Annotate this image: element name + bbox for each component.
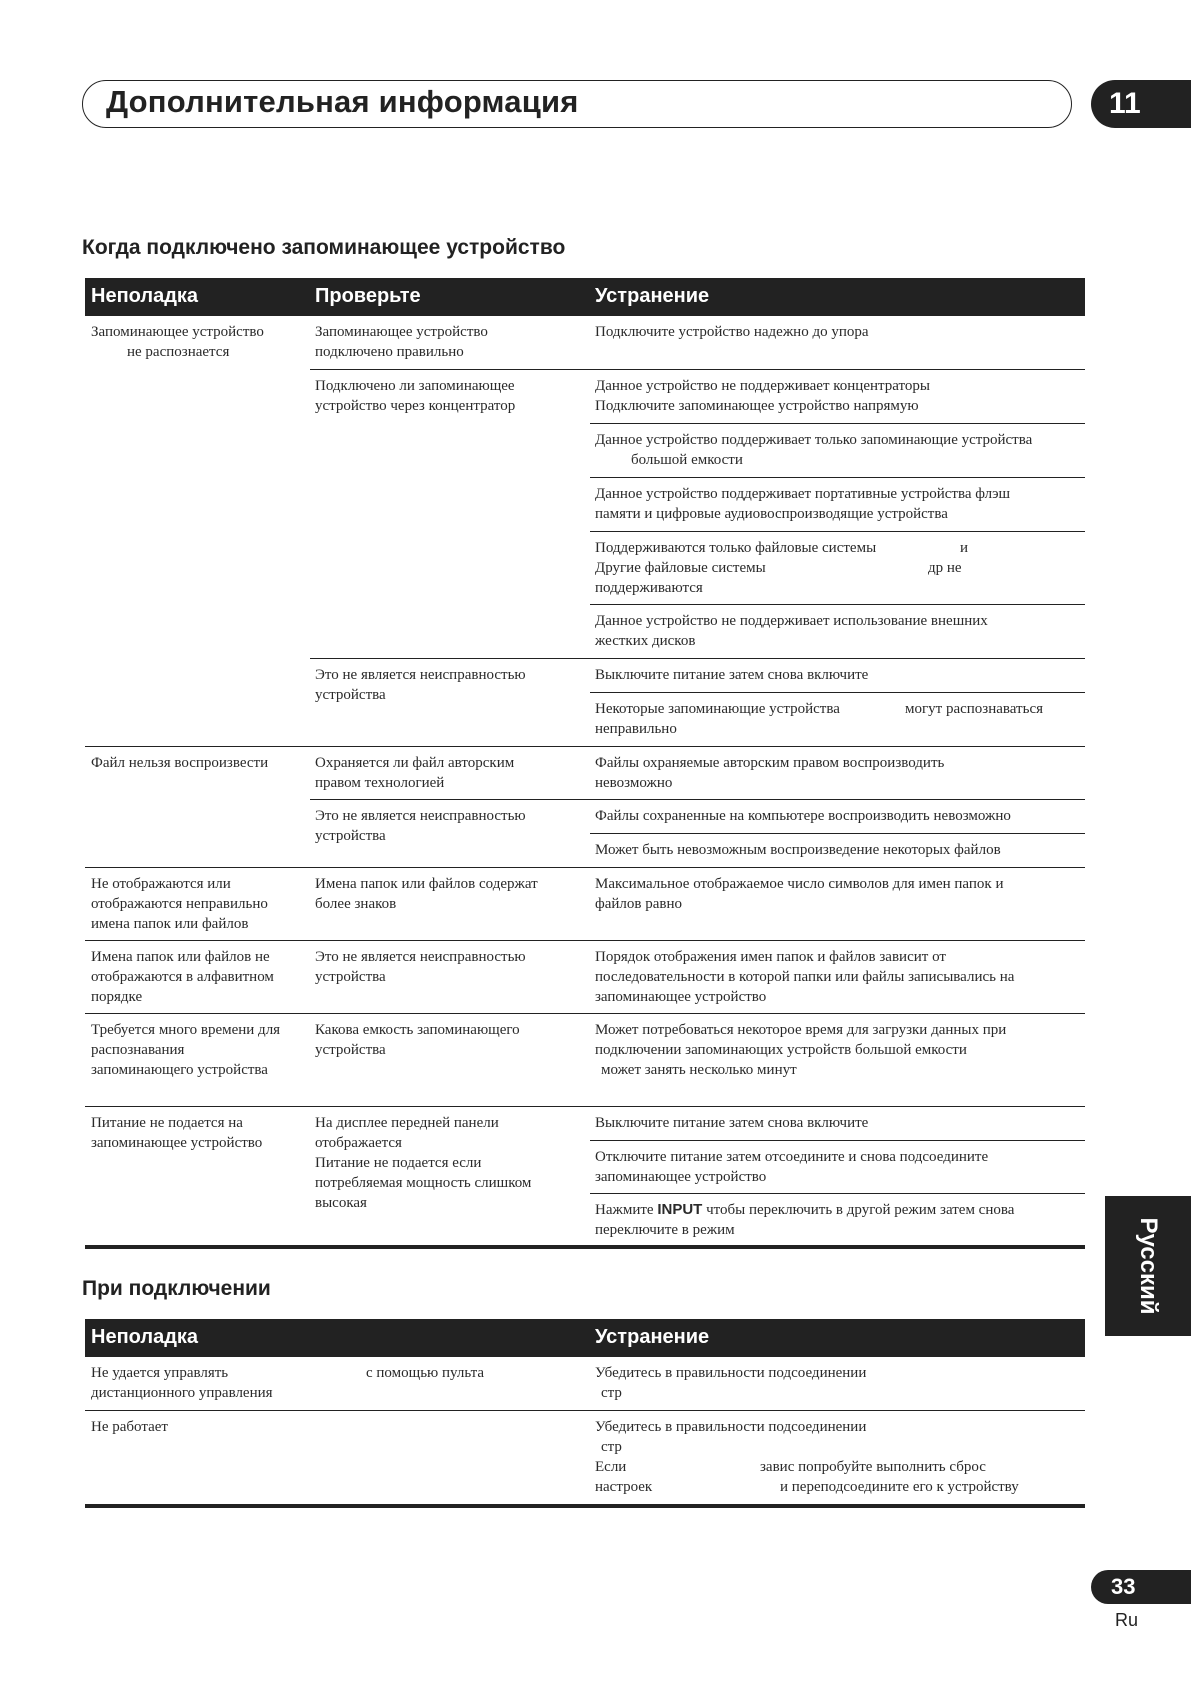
check-cell: Это не является неисправностью устройства [315, 808, 526, 844]
check-cell: Какова емкость запоминающего устройства [315, 1022, 520, 1058]
solution-cell: Максимальное отображаемое число символов для имен папок и файлов равно [595, 876, 1004, 912]
solution-cell: Порядок отображения имен папок и файлов зависит от последовательности в которой папки или файлы записывались на запоминающее устройство [595, 949, 1015, 1005]
problem-cell: Не отображаются или отображаются неправильно имена папок или файлов [91, 876, 268, 932]
problem-cell: Питание не подается на запоминающее устройство [91, 1115, 263, 1151]
problem-cell: Не удается управлять с помощью пульта дистанционного управления [91, 1365, 485, 1401]
row-divider [590, 531, 1085, 532]
row-divider [590, 833, 1085, 834]
table-header-connection [85, 1319, 1085, 1357]
solution-cell: Выключите питание затем снова включите [595, 667, 869, 683]
language-side-tab: Русский [1105, 1196, 1191, 1336]
col-solution: Устранение [595, 1326, 710, 1348]
solution-cell: Данное устройство не поддерживает концентраторы Подключите запоминающее устройство напрямую [595, 378, 930, 414]
solution-cell: Убедитесь в правильности подсоединении стр Если завис попробуйте выполнить сброс настроек и переподсоедините его к устройству [595, 1419, 1019, 1495]
check-cell: Имена папок или файлов содержат более знаков [315, 876, 538, 912]
check-cell: Запоминающее устройство подключено правильно [315, 324, 488, 360]
solution-cell: Поддерживаются только файловые системы и Другие файловые системы др не поддерживаются [595, 540, 969, 596]
solution-cell: Файлы сохраненные на компьютере воспроизводить невозможно [595, 808, 1011, 824]
check-cell: Это не является неисправностью устройства [315, 949, 526, 985]
row-divider [590, 423, 1085, 424]
solution-cell: Файлы охраняемые авторским правом воспроизводить невозможно [595, 755, 945, 791]
table-header-storage [85, 278, 1085, 316]
solution-cell: Выключите питание затем снова включите [595, 1115, 869, 1131]
solution-cell: Подключите устройство надежно до упора [595, 324, 869, 340]
group-divider [85, 1013, 1085, 1014]
row-divider [590, 477, 1085, 478]
group-divider [85, 940, 1085, 941]
row-divider [590, 1193, 1085, 1194]
section-title-connection: При подключении [82, 1277, 271, 1300]
solution-cell: Данное устройство поддерживает только запоминающие устройства большой емкости [595, 432, 1033, 468]
chapter-number: 11 [1091, 80, 1191, 128]
section-title-storage: Когда подключено запоминающее устройство [82, 236, 566, 259]
row-divider [310, 658, 1085, 659]
row-divider [310, 369, 1085, 370]
group-divider [85, 1410, 1085, 1411]
page-language: Ru [1115, 1610, 1139, 1630]
check-cell: Это не является неисправностью устройства [315, 667, 526, 703]
input-key-label: INPUT [657, 1201, 703, 1218]
col-check: Проверьте [315, 285, 421, 307]
group-divider [85, 746, 1085, 747]
row-divider [590, 1140, 1085, 1141]
problem-cell: Требуется много времени для распознавания запоминающего устройства [91, 1022, 281, 1078]
col-problem: Неполадка [91, 285, 199, 307]
row-divider [590, 692, 1085, 693]
solution-cell: Данное устройство не поддерживает использование внешних жестких дисков [595, 613, 988, 649]
check-cell: Подключено ли запоминающее устройство через концентратор [315, 378, 516, 414]
page-title: Дополнительная информация [106, 84, 579, 119]
table-bottom-rule [85, 1245, 1085, 1249]
solution-cell: Нажмите INPUT чтобы переключить в другой режим затем снова переключите в режим [595, 1201, 1015, 1238]
problem-cell: Файл нельзя воспроизвести [91, 755, 269, 771]
problem-cell: Не работает [91, 1419, 168, 1435]
problem-cell: Запоминающее устройство не распознается [91, 324, 264, 360]
solution-cell: Убедитесь в правильности подсоединении стр [595, 1365, 867, 1401]
check-cell: На дисплее передней панели отображается Питание не подается если потребляемая мощность слишком высокая [315, 1115, 532, 1211]
table-bottom-rule [85, 1504, 1085, 1508]
col-solution: Устранение [595, 285, 710, 307]
solution-cell: Отключите питание затем отсоедините и снова подсоедините запоминающее устройство [595, 1149, 989, 1185]
group-divider [85, 1106, 1085, 1107]
check-cell: Охраняется ли файл авторским правом технологией [315, 755, 515, 791]
solution-cell: Может быть невозможным воспроизведение некоторых файлов [595, 842, 1001, 858]
row-divider [310, 799, 1085, 800]
solution-cell: Данное устройство поддерживает портативные устройства флэш памяти и цифровые аудиовоспроизводящие устройства [595, 486, 1011, 522]
problem-cell: Имена папок или файлов не отображаются в алфавитном порядке [91, 949, 274, 1005]
solution-cell: Некоторые запоминающие устройства могут распознаваться неправильно [595, 701, 1044, 737]
solution-cell: Может потребоваться некоторое время для загрузки данных при подключении запоминающих устройств большой емкости может занять несколько минут [595, 1022, 1007, 1078]
page-number: 33 [1091, 1570, 1191, 1604]
col-problem: Неполадка [91, 1326, 199, 1348]
group-divider [85, 867, 1085, 868]
row-divider [590, 604, 1085, 605]
